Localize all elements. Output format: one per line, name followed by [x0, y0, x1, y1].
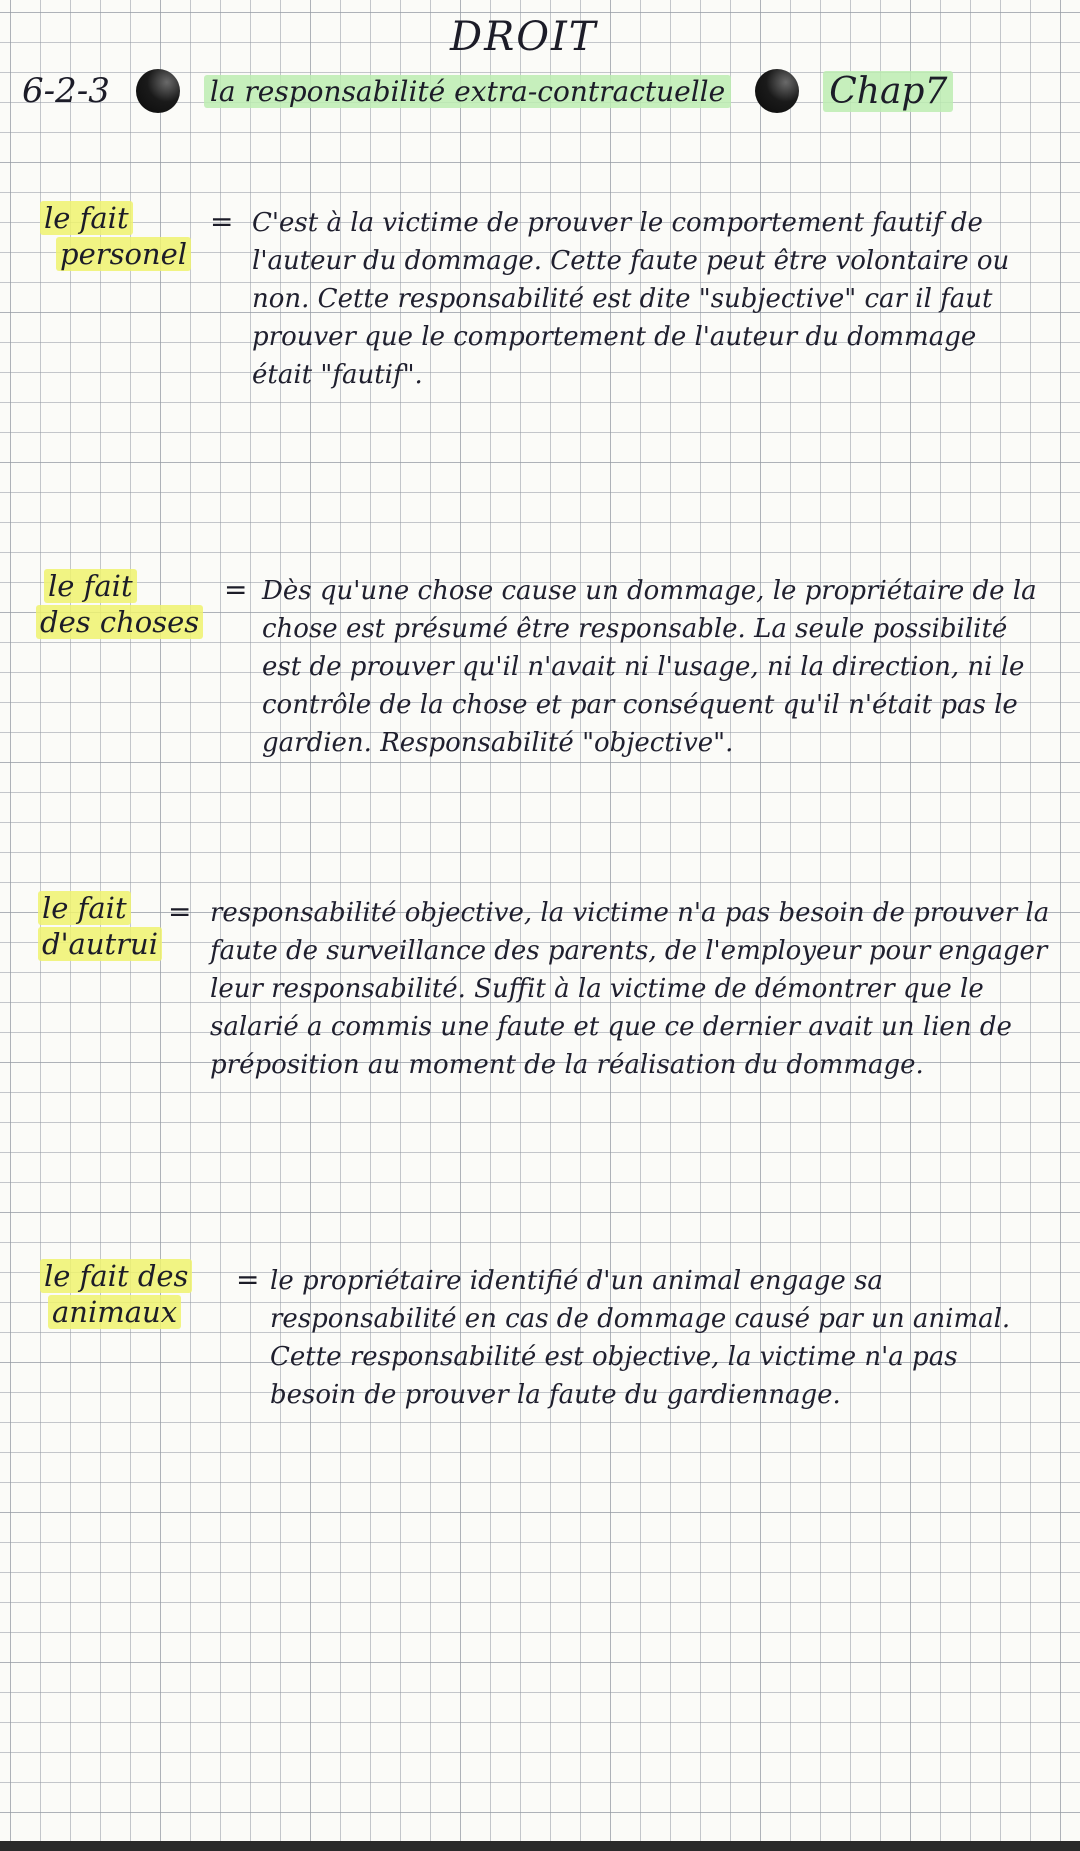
bullet-dot-icon	[136, 69, 180, 113]
header-row	[22, 56, 1062, 126]
term-line-1: le fait	[38, 891, 131, 925]
subtitle: la responsabilité extra-contractuelle	[204, 75, 731, 108]
bullet-dot-icon	[755, 69, 799, 113]
term	[48, 1294, 181, 1330]
equals-sign: =	[210, 205, 234, 238]
reference-number: 6-2-3	[22, 71, 110, 111]
term	[38, 926, 162, 962]
term-line-1: le fait	[40, 201, 133, 235]
definition-text: C'est à la victime de prouver le comportement fautif de l'auteur du dommage. Cette faute peut être volontaire ou non. Cette responsabilité est dite "subjective" car il faut prouver que le comportement de l'auteur du dommage était "fautif".	[252, 208, 1010, 390]
term-line-2: animaux	[48, 1295, 181, 1329]
term	[44, 568, 137, 604]
definition-text: Dès qu'une chose cause un dommage, le propriétaire de la chose est présumé être responsable. La seule possibilité est de prouver qu'il n'avait ni l'usage, ni la direction, ni le contrôle de la chose et par conséquent qu'il n'était pas le gardien. Responsabilité "objective".	[262, 576, 1037, 758]
equals-sign: =	[168, 895, 192, 928]
term-line-1: le fait	[44, 569, 137, 603]
equals-sign: =	[224, 573, 248, 606]
term-line-2: d'autrui	[38, 927, 162, 961]
page-title: DROIT	[450, 14, 598, 60]
term	[38, 890, 131, 926]
definition-text: responsabilité objective, la victime n'a pas besoin de prouver la faute de surveillance des parents, de l'employeur pour engager leur responsabilité. Suffit à la victime de démontrer que le salarié a commis une faute et que ce dernier avait un lien de préposition au moment de la réalisation du dommage.	[210, 898, 1050, 1080]
term	[40, 200, 133, 236]
definition-text: le propriétaire identifié d'un animal engage sa responsabilité en cas de dommage causé par un animal. Cette responsabilité est objective, la victime n'a pas besoin de prouver la faute du gardiennage.	[270, 1266, 1011, 1410]
term	[40, 1258, 192, 1294]
term	[56, 236, 191, 272]
equals-sign: =	[236, 1263, 260, 1296]
term-line-2: des choses	[36, 605, 203, 639]
term-line-1: le fait des	[40, 1259, 192, 1293]
term	[36, 604, 203, 640]
term-line-2: personel	[56, 237, 191, 271]
chapter-label: Chap7	[823, 71, 953, 112]
